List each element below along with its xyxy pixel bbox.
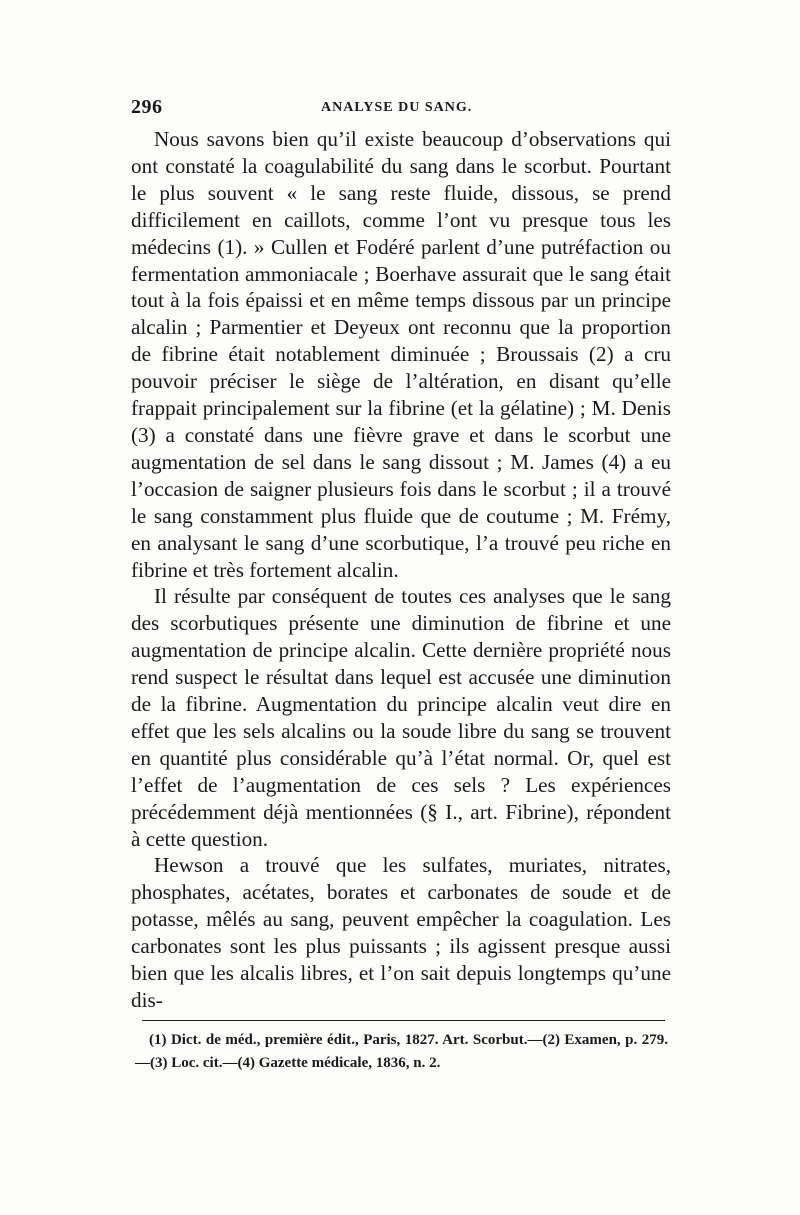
running-head: ANALYSE DU SANG. <box>321 100 473 115</box>
paragraph-3: Hewson a trouvé que les sulfates, muriates, nitrates, phosphates, acétates, borates et carbonates de soude et de potasse, mêlés au sang, peuvent empêcher la coagulation. Les carbonates sont les plus puissants ; ils agissent presque aussi bien que les alcalis libres, et l’on sait depuis longtemps qu’une dis- <box>131 853 671 1012</box>
page-number: 296 <box>131 96 163 118</box>
page-header <box>131 96 671 120</box>
footnotes <box>135 1029 668 1075</box>
paragraph-1: Nous savons bien qu’il existe beaucoup d’observations qui ont constaté la coagulabilité du sang dans le scorbut. Pourtant le plus souvent « le sang reste fluide, dissous, se prend difficilement en caillots, comme l’ont vu presque tous les médecins (1). » Cullen et Fodéré parlent d’une putréfaction ou fermentation ammoniacale ; Boerhave assurait que le sang était tout à la fois épaissi et en même temps dissous par un principe alcalin ; Parmentier et Deyeux ont reconnu que la proportion de fibrine était notablement diminuée ; Broussais (2) a cru pouvoir préciser le siège de l’altération, en disant qu’elle frappait principalement sur la fibrine (et la gélatine) ; M. Denis (3) a constaté dans une fièvre grave et dans le scorbut une augmentation de sel dans le sang dissout ; M. James (4) a eu l’occasion de saigner plusieurs fois dans le scorbut ; il a trouvé le sang constamment plus fluide que de coutume ; M. Frémy, en analysant le sang d’une scorbutique, l’a trouvé peu riche en fibrine et très fortement alcalin. <box>131 127 671 582</box>
footnote-divider <box>142 1020 665 1021</box>
paragraph-2: Il résulte par conséquent de toutes ces analyses que le sang des scorbutiques présente une diminution de fibrine et une augmentation de principe alcalin. Cette dernière propriété nous rend suspect le résultat dans lequel est accusée une diminution de la fibrine. Augmentation du principe alcalin veut dire en effet que les sels alcalins ou la soude libre du sang se trouvent en quantité plus considérable qu’à l’état normal. Or, quel est l’effet de l’augmentation de ces sels ? Les expériences précédemment déjà mentionnées (§ I., art. Fibrine), répondent à cette question. <box>131 584 671 851</box>
footnote-text: (1) Dict. de méd., première édit., Paris, 1827. Art. Scorbut.—(2) Examen, p. 279.—(3) Loc. cit.—(4) Gazette médicale, 1836, n. 2. <box>135 1032 668 1071</box>
body-text <box>131 126 671 1014</box>
